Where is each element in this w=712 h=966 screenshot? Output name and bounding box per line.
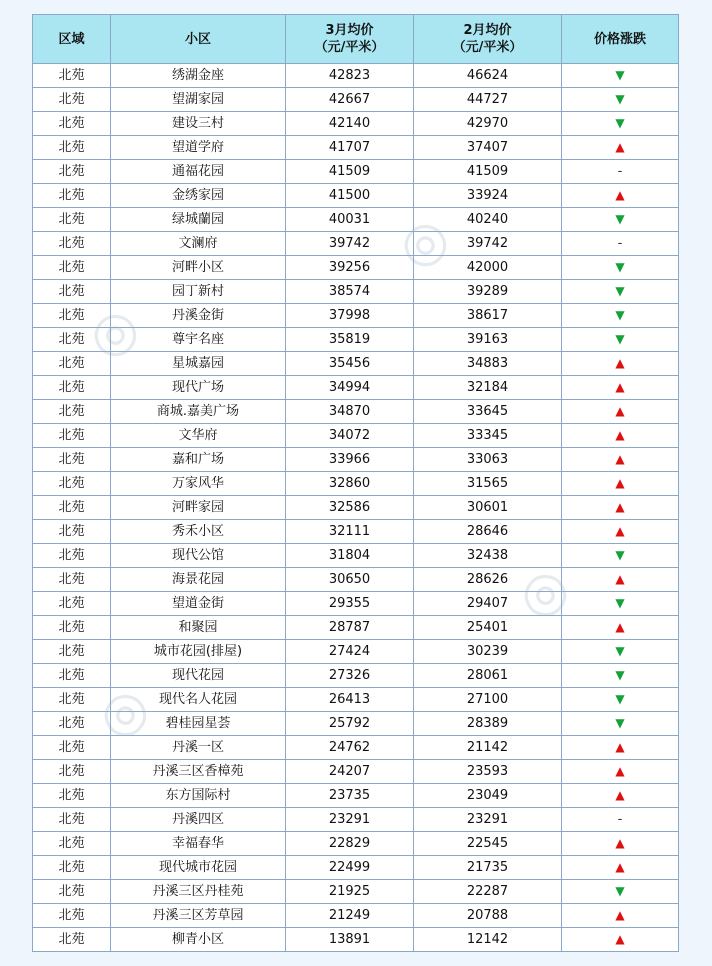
cell-feb-price: 32184 — [414, 376, 562, 400]
cell-region: 北苑 — [33, 184, 111, 208]
cell-change — [562, 568, 679, 592]
up-arrow-icon: ▲ — [615, 188, 625, 202]
cell-community: 丹溪金街 — [111, 304, 286, 328]
price-table — [32, 14, 679, 952]
cell-march-price: 28787 — [286, 616, 414, 640]
cell-change — [562, 88, 679, 112]
cell-march-price: 24207 — [286, 760, 414, 784]
table-row — [33, 904, 679, 928]
cell-region: 北苑 — [33, 88, 111, 112]
cell-march-price: 39256 — [286, 256, 414, 280]
cell-community: 商城.嘉美广场 — [111, 400, 286, 424]
down-arrow-icon: ▼ — [615, 548, 625, 562]
cell-region: 北苑 — [33, 832, 111, 856]
cell-community: 万家风华 — [111, 472, 286, 496]
cell-march-price: 27424 — [286, 640, 414, 664]
cell-community: 现代名人花园 — [111, 688, 286, 712]
table-body — [33, 64, 679, 952]
cell-march-price: 41707 — [286, 136, 414, 160]
cell-community: 海景花园 — [111, 568, 286, 592]
cell-community: 现代公馆 — [111, 544, 286, 568]
table-row — [33, 352, 679, 376]
down-arrow-icon: ▼ — [615, 332, 625, 346]
cell-feb-price: 20788 — [414, 904, 562, 928]
cell-region: 北苑 — [33, 616, 111, 640]
cell-feb-price: 23049 — [414, 784, 562, 808]
cell-region: 北苑 — [33, 232, 111, 256]
cell-community: 星城嘉园 — [111, 352, 286, 376]
cell-region: 北苑 — [33, 736, 111, 760]
cell-region: 北苑 — [33, 712, 111, 736]
cell-community: 丹溪三区丹桂苑 — [111, 880, 286, 904]
down-arrow-icon: ▼ — [615, 668, 625, 682]
cell-region: 北苑 — [33, 256, 111, 280]
cell-march-price: 21249 — [286, 904, 414, 928]
cell-change — [562, 232, 679, 256]
table-row — [33, 856, 679, 880]
cell-change — [562, 712, 679, 736]
table-row — [33, 880, 679, 904]
cell-march-price: 32860 — [286, 472, 414, 496]
cell-change — [562, 640, 679, 664]
cell-region: 北苑 — [33, 376, 111, 400]
cell-feb-price: 31565 — [414, 472, 562, 496]
cell-feb-price: 23291 — [414, 808, 562, 832]
table-row — [33, 688, 679, 712]
cell-community: 丹溪三区香樟苑 — [111, 760, 286, 784]
table-row — [33, 592, 679, 616]
cell-march-price: 21925 — [286, 880, 414, 904]
cell-region: 北苑 — [33, 208, 111, 232]
table-row — [33, 520, 679, 544]
cell-region: 北苑 — [33, 64, 111, 88]
table-row — [33, 184, 679, 208]
cell-region: 北苑 — [33, 688, 111, 712]
cell-march-price: 39742 — [286, 232, 414, 256]
cell-change — [562, 760, 679, 784]
cell-feb-price: 42970 — [414, 112, 562, 136]
cell-change — [562, 472, 679, 496]
cell-feb-price: 40240 — [414, 208, 562, 232]
cell-community: 现代广场 — [111, 376, 286, 400]
cell-change — [562, 616, 679, 640]
watermark: ◎ — [88, 672, 159, 751]
cell-change — [562, 832, 679, 856]
cell-region: 北苑 — [33, 352, 111, 376]
cell-march-price: 34870 — [286, 400, 414, 424]
cell-feb-price: 33645 — [414, 400, 562, 424]
cell-change — [562, 400, 679, 424]
down-arrow-icon: ▼ — [615, 644, 625, 658]
cell-region: 北苑 — [33, 544, 111, 568]
cell-region: 北苑 — [33, 160, 111, 184]
table-row — [33, 304, 679, 328]
cell-march-price: 37998 — [286, 304, 414, 328]
header-feb-price-line2: （元/平米） — [452, 40, 523, 55]
watermark: ◎ — [388, 202, 459, 281]
up-arrow-icon: ▲ — [615, 452, 625, 466]
table-row — [33, 808, 679, 832]
cell-community: 通福花园 — [111, 160, 286, 184]
up-arrow-icon: ▲ — [615, 356, 625, 370]
cell-region: 北苑 — [33, 136, 111, 160]
table-row — [33, 640, 679, 664]
table-row — [33, 760, 679, 784]
cell-feb-price: 33924 — [414, 184, 562, 208]
cell-region: 北苑 — [33, 880, 111, 904]
cell-region: 北苑 — [33, 448, 111, 472]
cell-march-price: 32111 — [286, 520, 414, 544]
table-row — [33, 784, 679, 808]
cell-march-price: 22829 — [286, 832, 414, 856]
cell-feb-price: 22287 — [414, 880, 562, 904]
cell-march-price: 40031 — [286, 208, 414, 232]
cell-march-price: 13891 — [286, 928, 414, 952]
cell-community: 柳青小区 — [111, 928, 286, 952]
down-arrow-icon: ▼ — [615, 260, 625, 274]
cell-region: 北苑 — [33, 808, 111, 832]
cell-march-price: 23291 — [286, 808, 414, 832]
up-arrow-icon: ▲ — [615, 428, 625, 442]
table-row — [33, 448, 679, 472]
up-arrow-icon: ▲ — [615, 404, 625, 418]
cell-region: 北苑 — [33, 328, 111, 352]
table-row — [33, 736, 679, 760]
cell-region: 北苑 — [33, 904, 111, 928]
cell-region: 北苑 — [33, 280, 111, 304]
cell-region: 北苑 — [33, 112, 111, 136]
cell-feb-price: 39289 — [414, 280, 562, 304]
cell-community: 望道金街 — [111, 592, 286, 616]
cell-community: 绿城蘭园 — [111, 208, 286, 232]
header-march-price-line2: （元/平米） — [314, 40, 385, 55]
cell-feb-price: 41509 — [414, 160, 562, 184]
cell-march-price: 32586 — [286, 496, 414, 520]
up-arrow-icon: ▲ — [615, 788, 625, 802]
cell-feb-price: 39742 — [414, 232, 562, 256]
cell-community: 和聚园 — [111, 616, 286, 640]
cell-change — [562, 928, 679, 952]
cell-community: 望湖家园 — [111, 88, 286, 112]
table-row — [33, 400, 679, 424]
cell-community: 望道学府 — [111, 136, 286, 160]
cell-community: 河畔小区 — [111, 256, 286, 280]
cell-march-price: 23735 — [286, 784, 414, 808]
cell-feb-price: 28389 — [414, 712, 562, 736]
cell-region: 北苑 — [33, 472, 111, 496]
cell-feb-price: 37407 — [414, 136, 562, 160]
cell-march-price: 35456 — [286, 352, 414, 376]
cell-change — [562, 208, 679, 232]
up-arrow-icon: ▲ — [615, 140, 625, 154]
cell-community: 河畔家园 — [111, 496, 286, 520]
cell-region: 北苑 — [33, 568, 111, 592]
table-row — [33, 232, 679, 256]
table-row — [33, 544, 679, 568]
cell-community: 现代城市花园 — [111, 856, 286, 880]
up-arrow-icon: ▲ — [615, 524, 625, 538]
cell-feb-price: 46624 — [414, 64, 562, 88]
cell-region: 北苑 — [33, 856, 111, 880]
cell-feb-price: 28061 — [414, 664, 562, 688]
down-arrow-icon: ▼ — [615, 884, 625, 898]
cell-change — [562, 688, 679, 712]
down-arrow-icon: ▼ — [615, 92, 625, 106]
up-arrow-icon: ▲ — [615, 620, 625, 634]
table-row — [33, 928, 679, 952]
cell-community: 现代花园 — [111, 664, 286, 688]
header-march-price — [286, 15, 414, 64]
header-community: 小区 — [111, 15, 286, 64]
cell-change — [562, 352, 679, 376]
table-row — [33, 616, 679, 640]
down-arrow-icon: ▼ — [615, 596, 625, 610]
flat-dash-icon: - — [617, 164, 623, 179]
up-arrow-icon: ▲ — [615, 908, 625, 922]
cell-march-price: 33966 — [286, 448, 414, 472]
cell-region: 北苑 — [33, 520, 111, 544]
cell-feb-price: 34883 — [414, 352, 562, 376]
cell-change — [562, 424, 679, 448]
cell-region: 北苑 — [33, 760, 111, 784]
cell-feb-price: 33345 — [414, 424, 562, 448]
table-row — [33, 208, 679, 232]
cell-community: 幸福春华 — [111, 832, 286, 856]
cell-march-price: 30650 — [286, 568, 414, 592]
cell-march-price: 22499 — [286, 856, 414, 880]
cell-community: 绣湖金座 — [111, 64, 286, 88]
cell-change — [562, 376, 679, 400]
table-row — [33, 88, 679, 112]
watermark: ◎ — [508, 552, 579, 631]
down-arrow-icon: ▼ — [615, 68, 625, 82]
cell-change — [562, 280, 679, 304]
cell-feb-price: 23593 — [414, 760, 562, 784]
flat-dash-icon: - — [617, 236, 623, 251]
cell-change — [562, 112, 679, 136]
table-row — [33, 112, 679, 136]
up-arrow-icon: ▲ — [615, 380, 625, 394]
up-arrow-icon: ▲ — [615, 476, 625, 490]
up-arrow-icon: ▲ — [615, 740, 625, 754]
cell-community: 尊宇名座 — [111, 328, 286, 352]
cell-march-price: 35819 — [286, 328, 414, 352]
cell-march-price: 29355 — [286, 592, 414, 616]
cell-march-price: 34994 — [286, 376, 414, 400]
cell-community: 秀禾小区 — [111, 520, 286, 544]
cell-community: 文澜府 — [111, 232, 286, 256]
down-arrow-icon: ▼ — [615, 716, 625, 730]
cell-region: 北苑 — [33, 304, 111, 328]
header-march-price-line1: 3月均价 — [325, 23, 374, 38]
cell-change — [562, 520, 679, 544]
cell-change — [562, 856, 679, 880]
header-feb-price — [414, 15, 562, 64]
cell-change — [562, 904, 679, 928]
cell-change — [562, 136, 679, 160]
cell-change — [562, 448, 679, 472]
table-row — [33, 424, 679, 448]
table-row — [33, 160, 679, 184]
down-arrow-icon: ▼ — [615, 116, 625, 130]
table-row — [33, 280, 679, 304]
table-row — [33, 664, 679, 688]
cell-march-price: 38574 — [286, 280, 414, 304]
cell-feb-price: 33063 — [414, 448, 562, 472]
cell-change — [562, 64, 679, 88]
cell-change — [562, 160, 679, 184]
cell-change — [562, 664, 679, 688]
table-row — [33, 472, 679, 496]
cell-change — [562, 328, 679, 352]
cell-feb-price: 29407 — [414, 592, 562, 616]
down-arrow-icon: ▼ — [615, 284, 625, 298]
header-change: 价格涨跌 — [562, 15, 679, 64]
cell-region: 北苑 — [33, 640, 111, 664]
cell-region: 北苑 — [33, 496, 111, 520]
cell-change — [562, 496, 679, 520]
cell-march-price: 42140 — [286, 112, 414, 136]
cell-change — [562, 256, 679, 280]
cell-feb-price: 30601 — [414, 496, 562, 520]
up-arrow-icon: ▲ — [615, 500, 625, 514]
table-row — [33, 328, 679, 352]
table-row — [33, 136, 679, 160]
cell-feb-price: 21142 — [414, 736, 562, 760]
cell-march-price: 41500 — [286, 184, 414, 208]
cell-march-price: 41509 — [286, 160, 414, 184]
cell-feb-price: 28646 — [414, 520, 562, 544]
header-feb-price-line1: 2月均价 — [463, 23, 512, 38]
cell-change — [562, 592, 679, 616]
cell-region: 北苑 — [33, 664, 111, 688]
cell-feb-price: 44727 — [414, 88, 562, 112]
cell-community: 丹溪一区 — [111, 736, 286, 760]
table-row — [33, 256, 679, 280]
up-arrow-icon: ▲ — [615, 860, 625, 874]
cell-community: 碧桂园星荟 — [111, 712, 286, 736]
cell-march-price: 24762 — [286, 736, 414, 760]
cell-feb-price: 21735 — [414, 856, 562, 880]
cell-region: 北苑 — [33, 928, 111, 952]
table-header — [33, 15, 679, 64]
cell-change — [562, 736, 679, 760]
cell-feb-price: 22545 — [414, 832, 562, 856]
cell-march-price: 42667 — [286, 88, 414, 112]
cell-change — [562, 184, 679, 208]
price-table-frame — [32, 14, 678, 952]
cell-march-price: 34072 — [286, 424, 414, 448]
up-arrow-icon: ▲ — [615, 836, 625, 850]
down-arrow-icon: ▼ — [615, 692, 625, 706]
cell-change — [562, 304, 679, 328]
cell-feb-price: 38617 — [414, 304, 562, 328]
cell-march-price: 42823 — [286, 64, 414, 88]
cell-feb-price: 12142 — [414, 928, 562, 952]
cell-community: 嘉和广场 — [111, 448, 286, 472]
header-region: 区域 — [33, 15, 111, 64]
cell-change — [562, 808, 679, 832]
table-row — [33, 64, 679, 88]
flat-dash-icon: - — [617, 812, 623, 827]
cell-community: 建设三村 — [111, 112, 286, 136]
cell-march-price: 25792 — [286, 712, 414, 736]
cell-community: 丹溪四区 — [111, 808, 286, 832]
cell-change — [562, 880, 679, 904]
table-row — [33, 376, 679, 400]
cell-community: 东方国际村 — [111, 784, 286, 808]
cell-march-price: 31804 — [286, 544, 414, 568]
cell-change — [562, 544, 679, 568]
up-arrow-icon: ▲ — [615, 572, 625, 586]
cell-region: 北苑 — [33, 400, 111, 424]
cell-feb-price: 28626 — [414, 568, 562, 592]
cell-community: 丹溪三区芳草园 — [111, 904, 286, 928]
cell-change — [562, 784, 679, 808]
cell-feb-price: 27100 — [414, 688, 562, 712]
cell-feb-price: 25401 — [414, 616, 562, 640]
header-row — [33, 15, 679, 64]
cell-community: 文华府 — [111, 424, 286, 448]
cell-march-price: 26413 — [286, 688, 414, 712]
table-row — [33, 496, 679, 520]
cell-community: 金绣家园 — [111, 184, 286, 208]
cell-community: 城市花园(排屋) — [111, 640, 286, 664]
table-row — [33, 568, 679, 592]
cell-region: 北苑 — [33, 784, 111, 808]
cell-feb-price: 42000 — [414, 256, 562, 280]
table-row — [33, 832, 679, 856]
cell-region: 北苑 — [33, 592, 111, 616]
down-arrow-icon: ▼ — [615, 212, 625, 226]
cell-community: 园丁新村 — [111, 280, 286, 304]
table-row — [33, 712, 679, 736]
cell-feb-price: 30239 — [414, 640, 562, 664]
cell-feb-price: 32438 — [414, 544, 562, 568]
cell-march-price: 27326 — [286, 664, 414, 688]
cell-feb-price: 39163 — [414, 328, 562, 352]
watermark: ◎ — [78, 292, 149, 371]
cell-region: 北苑 — [33, 424, 111, 448]
down-arrow-icon: ▼ — [615, 308, 625, 322]
up-arrow-icon: ▲ — [615, 932, 625, 946]
up-arrow-icon: ▲ — [615, 764, 625, 778]
